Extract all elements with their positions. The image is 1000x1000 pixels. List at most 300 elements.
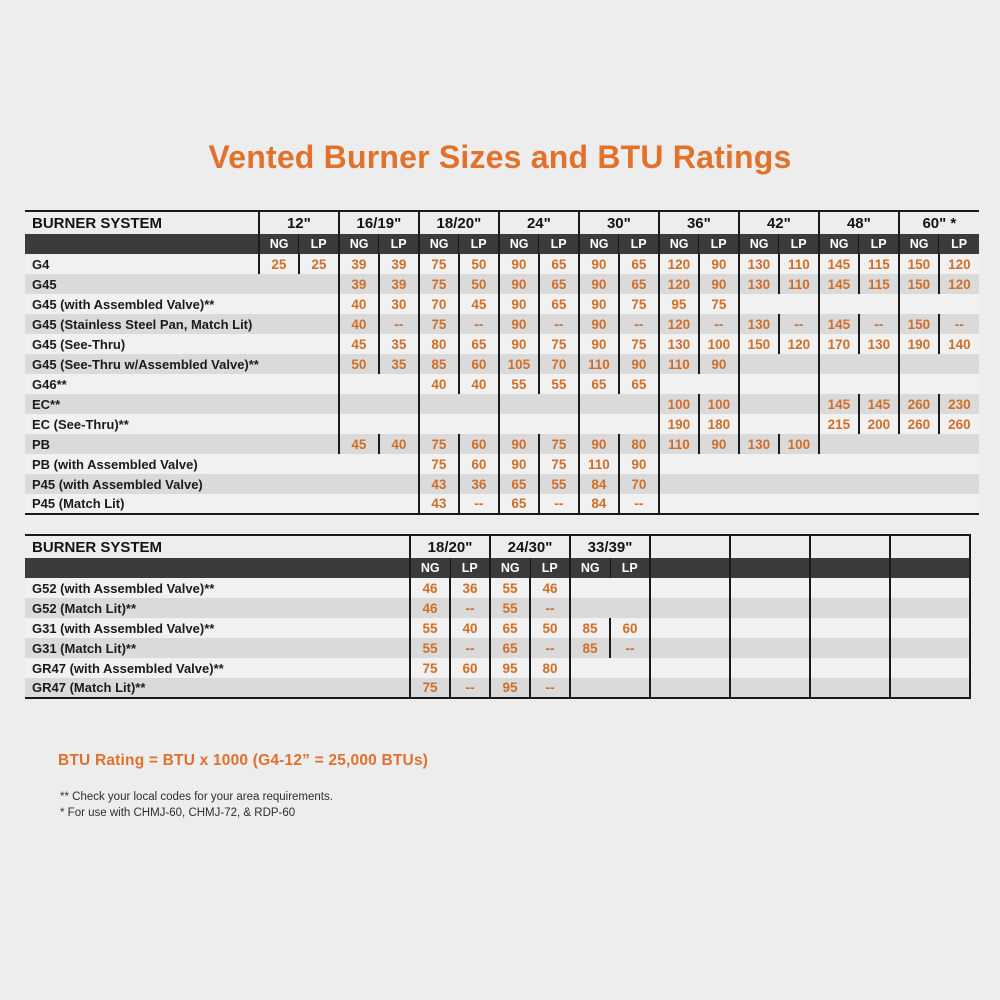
lp-value <box>699 474 739 494</box>
ng-value <box>899 494 939 514</box>
ng-value: 95 <box>659 294 699 314</box>
lp-header: LP <box>379 234 419 254</box>
table-row <box>25 658 970 678</box>
ng-value <box>659 454 699 474</box>
ng-value <box>570 578 610 598</box>
lp-value <box>779 294 819 314</box>
lp-value: 35 <box>379 354 419 374</box>
lp-header: LP <box>450 558 490 578</box>
size-header: 36" <box>659 211 739 234</box>
lp-value: 70 <box>539 354 579 374</box>
lp-value: 115 <box>859 254 899 274</box>
ng-value <box>730 638 770 658</box>
lp-value <box>610 658 650 678</box>
lp-value <box>379 374 419 394</box>
lp-value: 70 <box>619 474 659 494</box>
lp-value: -- <box>459 314 499 334</box>
lp-value: 50 <box>530 618 570 638</box>
table-row <box>25 394 979 414</box>
row-label: G52 (with Assembled Valve)** <box>25 578 410 598</box>
lp-value: -- <box>530 638 570 658</box>
lp-value <box>459 394 499 414</box>
ng-value <box>499 414 539 434</box>
lp-value <box>699 454 739 474</box>
lp-value: 200 <box>859 414 899 434</box>
ng-value: 85 <box>419 354 459 374</box>
ng-value: 260 <box>899 414 939 434</box>
ng-value <box>739 474 779 494</box>
ng-value: 55 <box>490 578 530 598</box>
lp-value <box>859 354 899 374</box>
lp-value: 50 <box>459 254 499 274</box>
lp-header: LP <box>779 234 819 254</box>
ng-value: 45 <box>339 434 379 454</box>
lp-header: LP <box>539 234 579 254</box>
lp-value <box>930 578 970 598</box>
ng-header: NG <box>419 234 459 254</box>
ng-value: 75 <box>419 254 459 274</box>
table-row <box>25 618 970 638</box>
ng-value <box>579 414 619 434</box>
page-title: Vented Burner Sizes and BTU Ratings <box>208 139 792 175</box>
lp-header: LP <box>859 234 899 254</box>
ng-value: 55 <box>490 598 530 618</box>
lp-value <box>299 414 339 434</box>
lp-value: 60 <box>610 618 650 638</box>
ng-value: 150 <box>899 274 939 294</box>
size-header: 18/20" <box>410 535 490 558</box>
lp-value <box>459 414 499 434</box>
lp-value: 110 <box>779 254 819 274</box>
header-bar-spacer <box>25 558 410 578</box>
lp-value: -- <box>539 494 579 514</box>
lp-value: 36 <box>450 578 490 598</box>
table-row <box>25 454 979 474</box>
lp-value: 30 <box>379 294 419 314</box>
size-header: 12" <box>259 211 339 234</box>
ng-value <box>259 274 299 294</box>
lp-value: -- <box>450 598 490 618</box>
size-header-empty <box>730 535 810 558</box>
lp-value <box>850 638 890 658</box>
header-bar-empty <box>730 558 810 578</box>
ng-value <box>890 658 930 678</box>
lp-value: -- <box>619 494 659 514</box>
lp-value: 75 <box>539 454 579 474</box>
ng-value: 90 <box>499 434 539 454</box>
table-row <box>25 598 970 618</box>
note-local-codes: ** Check your local codes for your area requirements. <box>60 791 333 803</box>
lp-value <box>690 618 730 638</box>
ng-value <box>730 578 770 598</box>
lp-value <box>770 678 810 698</box>
lp-value <box>779 474 819 494</box>
lp-value <box>850 598 890 618</box>
ng-value: 110 <box>659 434 699 454</box>
lp-value <box>299 454 339 474</box>
ng-value <box>819 354 859 374</box>
lp-value: 36 <box>459 474 499 494</box>
table-row <box>25 578 970 598</box>
lp-value: 90 <box>699 274 739 294</box>
ng-value <box>499 394 539 414</box>
ng-value: 260 <box>899 394 939 414</box>
ng-value <box>659 494 699 514</box>
lp-value: 90 <box>699 254 739 274</box>
lp-value: 55 <box>539 374 579 394</box>
lp-value <box>850 658 890 678</box>
ng-header: NG <box>259 234 299 254</box>
lp-value: -- <box>779 314 819 334</box>
size-header: 24" <box>499 211 579 234</box>
lp-value <box>850 578 890 598</box>
lp-value <box>930 618 970 638</box>
lp-header: LP <box>939 234 979 254</box>
table-row <box>25 254 979 274</box>
lp-value: 65 <box>539 294 579 314</box>
ng-value <box>739 294 779 314</box>
ng-value: 65 <box>499 494 539 514</box>
ng-value: 145 <box>819 394 859 414</box>
lp-value: 75 <box>619 334 659 354</box>
ng-value: 120 <box>659 254 699 274</box>
ng-value <box>890 638 930 658</box>
lp-value <box>779 354 819 374</box>
ng-value <box>899 454 939 474</box>
ng-value: 25 <box>259 254 299 274</box>
ng-value <box>810 638 850 658</box>
ng-value: 95 <box>490 658 530 678</box>
lp-value <box>610 678 650 698</box>
header-bar-empty <box>650 558 730 578</box>
ng-value <box>739 394 779 414</box>
ng-value: 75 <box>419 454 459 474</box>
ng-value: 100 <box>659 394 699 414</box>
size-header-row <box>25 535 970 558</box>
lp-value <box>299 394 339 414</box>
note-for-use-with: * For use with CHMJ-60, CHMJ-72, & RDP-60 <box>60 807 296 819</box>
ng-value <box>259 474 299 494</box>
ng-value <box>730 618 770 638</box>
lp-value <box>779 454 819 474</box>
ng-value <box>259 334 299 354</box>
lp-value: 90 <box>619 454 659 474</box>
lp-value: -- <box>450 638 490 658</box>
lp-value: 75 <box>619 294 659 314</box>
ng-value <box>259 374 299 394</box>
lp-header: LP <box>610 558 650 578</box>
lp-value: -- <box>539 314 579 334</box>
lp-header: LP <box>299 234 339 254</box>
ng-value <box>899 354 939 374</box>
ng-value: 39 <box>339 254 379 274</box>
ng-value: 150 <box>899 254 939 274</box>
burner-system-header: BURNER SYSTEM <box>25 211 259 234</box>
lp-value <box>779 374 819 394</box>
lp-value: 60 <box>459 434 499 454</box>
ng-value <box>650 658 690 678</box>
size-header-empty <box>810 535 890 558</box>
ng-value: 55 <box>410 618 450 638</box>
ng-value: 65 <box>490 638 530 658</box>
lp-value: 60 <box>459 354 499 374</box>
row-label: G45 (See-Thru) <box>25 334 259 354</box>
lp-value <box>690 578 730 598</box>
lp-value <box>299 334 339 354</box>
ng-value <box>739 354 779 374</box>
lp-value: 65 <box>459 334 499 354</box>
ng-value: 84 <box>579 494 619 514</box>
lp-value <box>299 374 339 394</box>
row-label: G45 <box>25 274 259 294</box>
ng-value: 95 <box>490 678 530 698</box>
lp-value: 60 <box>459 454 499 474</box>
lp-value <box>939 454 979 474</box>
lp-value <box>859 374 899 394</box>
ng-value <box>890 598 930 618</box>
ng-value: 120 <box>659 274 699 294</box>
size-header-empty <box>650 535 730 558</box>
ng-value: 40 <box>339 294 379 314</box>
row-label: PB <box>25 434 259 454</box>
lp-value <box>619 394 659 414</box>
ng-value <box>739 414 779 434</box>
ng-value <box>659 474 699 494</box>
lp-value <box>859 434 899 454</box>
ng-value <box>810 598 850 618</box>
lp-value: 180 <box>699 414 739 434</box>
lp-value <box>690 658 730 678</box>
header-bar-empty <box>810 558 890 578</box>
ng-value <box>659 374 699 394</box>
lp-value <box>619 414 659 434</box>
ng-value <box>259 294 299 314</box>
lp-value <box>850 678 890 698</box>
lp-value <box>850 618 890 638</box>
ng-value <box>739 494 779 514</box>
ng-value <box>259 434 299 454</box>
ng-value <box>650 598 690 618</box>
lp-value: -- <box>859 314 899 334</box>
lp-value: -- <box>939 314 979 334</box>
lp-value <box>859 494 899 514</box>
ng-value <box>339 394 379 414</box>
lp-value: 100 <box>699 334 739 354</box>
ng-value <box>819 474 859 494</box>
row-label: GR47 (Match Lit)** <box>25 678 410 698</box>
ng-value: 40 <box>339 314 379 334</box>
ng-value <box>810 618 850 638</box>
ng-value: 90 <box>579 254 619 274</box>
lp-value: 39 <box>379 254 419 274</box>
burner-system-header: BURNER SYSTEM <box>25 535 410 558</box>
table-row <box>25 334 979 354</box>
ng-value: 150 <box>899 314 939 334</box>
row-label: G45 (Stainless Steel Pan, Match Lit) <box>25 314 259 334</box>
size-header: 30" <box>579 211 659 234</box>
lp-value: 90 <box>619 354 659 374</box>
table-row <box>25 314 979 334</box>
lp-value <box>379 494 419 514</box>
size-header-empty <box>890 535 970 558</box>
lp-value: -- <box>530 678 570 698</box>
lp-value <box>930 658 970 678</box>
lp-value <box>539 414 579 434</box>
lp-value <box>690 638 730 658</box>
lp-value <box>379 474 419 494</box>
lp-value: 75 <box>539 334 579 354</box>
lp-value <box>299 294 339 314</box>
lp-value <box>299 474 339 494</box>
ng-value: 130 <box>739 434 779 454</box>
ng-value: 90 <box>499 294 539 314</box>
lp-header: LP <box>530 558 570 578</box>
ng-value: 145 <box>819 254 859 274</box>
lp-value: -- <box>610 638 650 658</box>
ng-value: 75 <box>410 658 450 678</box>
lp-value: 39 <box>379 274 419 294</box>
ng-value: 90 <box>579 434 619 454</box>
ng-value: 90 <box>499 314 539 334</box>
ng-value: 90 <box>499 254 539 274</box>
ng-value <box>339 454 379 474</box>
ng-header: NG <box>490 558 530 578</box>
ng-value <box>819 294 859 314</box>
lp-value: -- <box>699 314 739 334</box>
ng-value: 65 <box>579 374 619 394</box>
lp-value <box>379 454 419 474</box>
ng-value <box>419 414 459 434</box>
lp-value: 80 <box>619 434 659 454</box>
burner-table-1 <box>25 210 979 515</box>
ng-value <box>890 678 930 698</box>
ng-value <box>259 414 299 434</box>
ng-value <box>570 658 610 678</box>
row-label: GR47 (with Assembled Valve)** <box>25 658 410 678</box>
ng-value <box>259 494 299 514</box>
ng-value <box>650 678 690 698</box>
lp-value <box>299 494 339 514</box>
lp-value <box>939 354 979 374</box>
ng-value: 90 <box>579 274 619 294</box>
row-label: P45 (with Assembled Valve) <box>25 474 259 494</box>
ng-value: 215 <box>819 414 859 434</box>
ng-value: 65 <box>499 474 539 494</box>
lp-value <box>779 494 819 514</box>
fuel-type-header-row <box>25 558 970 578</box>
header-bar-empty <box>890 558 970 578</box>
ng-value <box>890 618 930 638</box>
lp-header: LP <box>459 234 499 254</box>
size-header: 18/20" <box>419 211 499 234</box>
ng-value <box>339 374 379 394</box>
ng-value: 190 <box>899 334 939 354</box>
ng-value: 55 <box>410 638 450 658</box>
fuel-type-header-row <box>25 234 979 254</box>
ng-value: 65 <box>490 618 530 638</box>
lp-value: 60 <box>450 658 490 678</box>
lp-value <box>770 598 810 618</box>
lp-value <box>699 494 739 514</box>
ng-value: 55 <box>499 374 539 394</box>
lp-value <box>299 354 339 374</box>
burner-table-2 <box>25 534 971 699</box>
lp-value: 65 <box>619 374 659 394</box>
row-label: EC** <box>25 394 259 414</box>
lp-value: 90 <box>699 434 739 454</box>
lp-value: 260 <box>939 414 979 434</box>
ng-value <box>570 598 610 618</box>
lp-value: 115 <box>859 274 899 294</box>
table-row <box>25 274 979 294</box>
ng-value <box>739 454 779 474</box>
lp-value <box>770 658 810 678</box>
ng-value: 75 <box>410 678 450 698</box>
header-bar-spacer <box>25 234 259 254</box>
lp-value <box>930 638 970 658</box>
ng-header: NG <box>339 234 379 254</box>
ng-value <box>819 454 859 474</box>
lp-value: 120 <box>939 254 979 274</box>
ng-value <box>899 374 939 394</box>
ng-value <box>899 294 939 314</box>
ng-header: NG <box>410 558 450 578</box>
lp-value: 100 <box>779 434 819 454</box>
ng-value <box>899 434 939 454</box>
lp-value: 65 <box>539 274 579 294</box>
ng-header: NG <box>579 234 619 254</box>
lp-value: 140 <box>939 334 979 354</box>
lp-value: 120 <box>939 274 979 294</box>
lp-value <box>770 578 810 598</box>
ng-value <box>259 454 299 474</box>
btu-rating-formula: BTU Rating = BTU x 1000 (G4-12” = 25,000 BTUs) <box>58 752 429 769</box>
ng-value: 45 <box>339 334 379 354</box>
ng-header: NG <box>659 234 699 254</box>
lp-value <box>859 474 899 494</box>
ng-value: 43 <box>419 474 459 494</box>
lp-value: 50 <box>459 274 499 294</box>
ng-value: 105 <box>499 354 539 374</box>
ng-value: 120 <box>659 314 699 334</box>
lp-value <box>859 294 899 314</box>
lp-value: 40 <box>459 374 499 394</box>
row-label: G46** <box>25 374 259 394</box>
ng-value: 90 <box>579 334 619 354</box>
row-label: EC (See-Thru)** <box>25 414 259 434</box>
ng-value: 50 <box>339 354 379 374</box>
ng-value: 70 <box>419 294 459 314</box>
ng-value <box>339 474 379 494</box>
lp-value <box>930 678 970 698</box>
lp-value <box>779 394 819 414</box>
lp-value <box>930 598 970 618</box>
ng-header: NG <box>739 234 779 254</box>
ng-value: 130 <box>739 314 779 334</box>
table-row <box>25 374 979 394</box>
ng-value: 145 <box>819 314 859 334</box>
ng-value <box>259 314 299 334</box>
ng-value <box>339 414 379 434</box>
ng-value: 43 <box>419 494 459 514</box>
ng-value: 110 <box>579 354 619 374</box>
size-header: 60" * <box>899 211 979 234</box>
ng-value: 75 <box>419 434 459 454</box>
ng-value <box>810 678 850 698</box>
ng-value <box>810 578 850 598</box>
lp-value <box>299 314 339 334</box>
lp-value: 120 <box>779 334 819 354</box>
